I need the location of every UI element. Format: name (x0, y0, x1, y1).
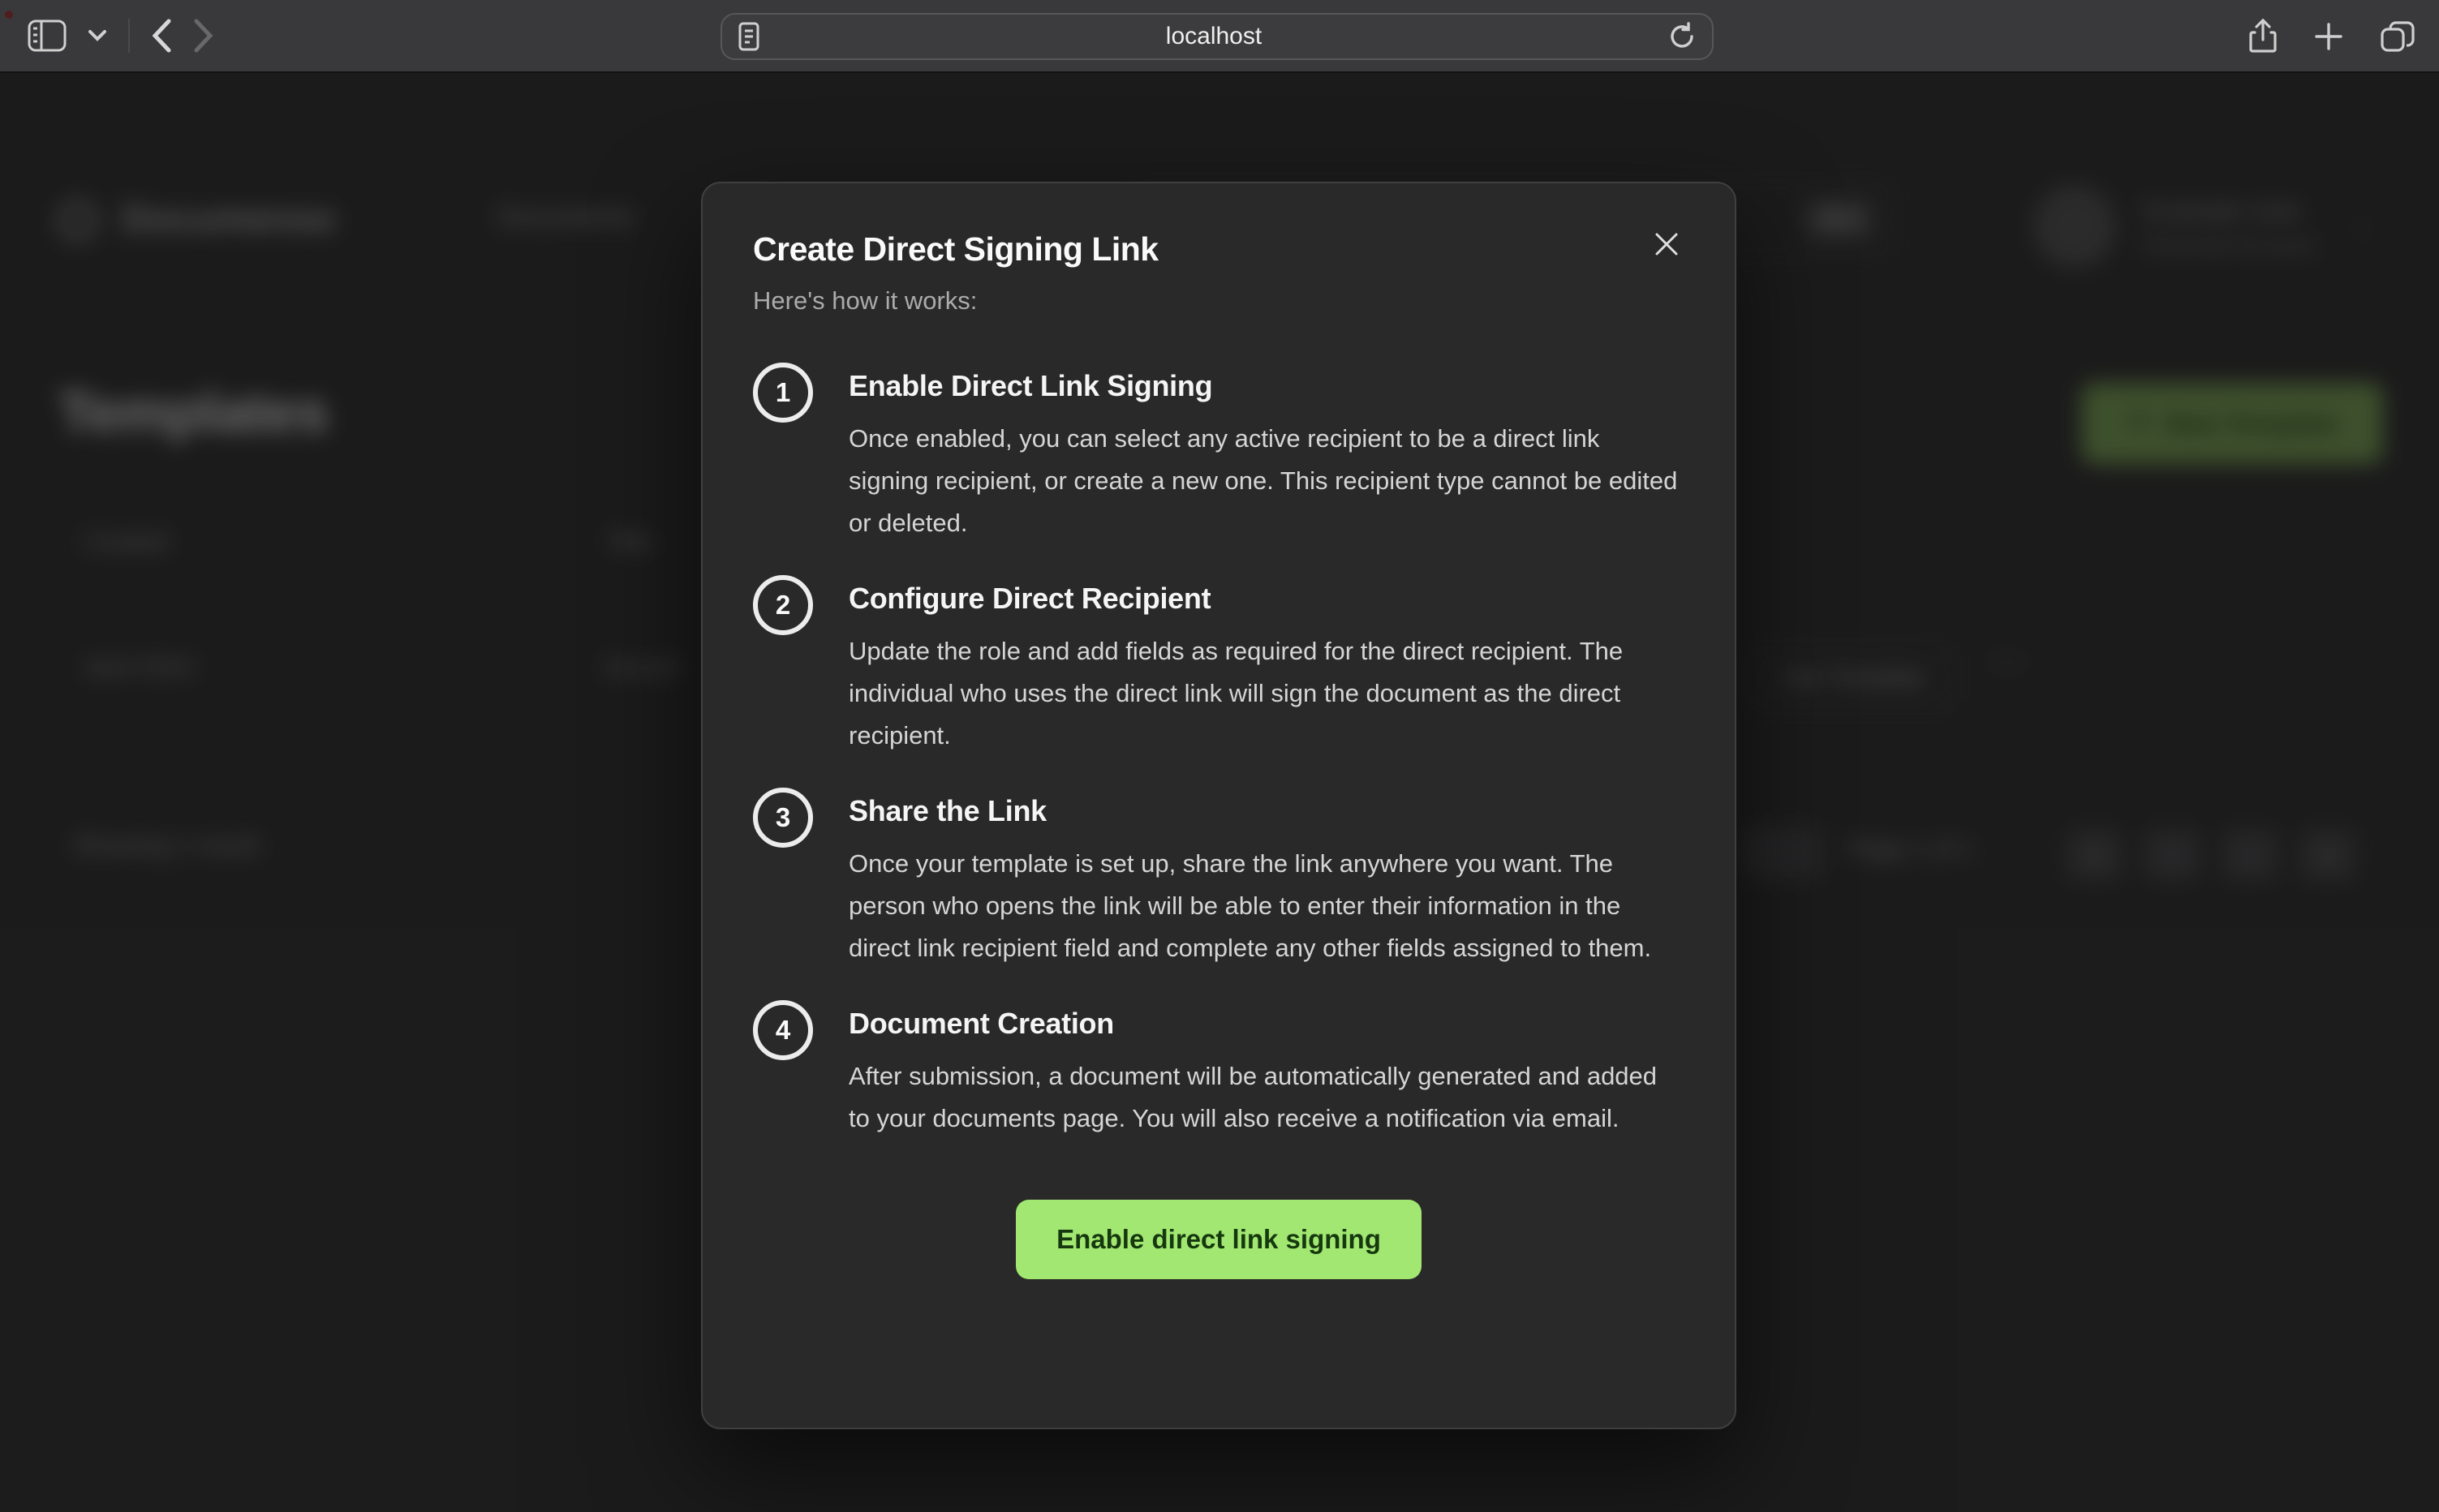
new-template-label: New Template (2165, 408, 2338, 438)
steps-list (753, 369, 1684, 1140)
step-description: Update the role and add fields as required for the direct recipient. The individual who uses the direct link will sign the document as the direct recipient. (849, 637, 1624, 750)
chevron-left-icon (151, 19, 172, 53)
step-title: Enable Direct Link Signing (849, 369, 1213, 402)
step-title: Configure Direct Recipient (849, 582, 1211, 615)
step-title: Document Creation (849, 1007, 1114, 1040)
step-item-4 (753, 1007, 1684, 1140)
last-page-button[interactable]: » (2301, 831, 2355, 879)
step-description: Once enabled, you can select any active recipient to be a direct link signing recipient, or create a new one. This recipient type cannot be edited or deleted. (849, 424, 1678, 537)
first-page-button[interactable]: « (2067, 831, 2121, 879)
next-page-button[interactable]: › (2223, 831, 2277, 879)
new-tab-button[interactable] (2314, 22, 2343, 51)
chevron-down-icon (88, 29, 107, 42)
dialog-title: Create Direct Signing Link (753, 230, 1159, 268)
user-menu-chevron-icon[interactable]: ⌄ (2351, 210, 2372, 237)
step-item-1 (753, 369, 1684, 544)
brand-name: Documenso (122, 197, 336, 239)
search-shortcut-badge: ⌘K (1805, 200, 1873, 239)
tabs-icon (2381, 21, 2415, 52)
create-direct-signing-link-dialog (701, 182, 1736, 1429)
tab-overview-button[interactable] (2381, 21, 2415, 52)
step-title: Share the Link (849, 794, 1047, 827)
row-created-cell: April 2024 (84, 654, 195, 681)
address-bar[interactable] (721, 13, 1714, 60)
sidebar-menu-chevron[interactable] (88, 29, 107, 42)
reload-icon[interactable] (1668, 22, 1696, 51)
step-number-badge: 1 (753, 363, 813, 423)
column-header-title[interactable]: Title (607, 529, 651, 555)
step-item-3 (753, 794, 1684, 969)
dialog-subtitle: Here's how it works: (753, 286, 978, 315)
chevron-right-icon (193, 19, 214, 53)
user-name: Example User (2144, 196, 2302, 225)
enable-direct-link-signing-button[interactable]: Enable direct link signing (1016, 1200, 1422, 1279)
window-close-dot[interactable] (5, 11, 13, 19)
page-title: Templates (58, 380, 329, 444)
row-title-cell: Accord (604, 654, 680, 681)
toolbar-divider (128, 19, 130, 53)
results-count: Showing 1 result (73, 831, 260, 859)
url-text[interactable]: localhost (1165, 23, 1263, 49)
sidebar-icon (28, 19, 67, 52)
share-button[interactable] (2249, 19, 2277, 54)
reader-icon[interactable] (738, 22, 759, 51)
close-icon (1654, 247, 1680, 260)
step-description: After submission, a document will be automatically generated and added to your documents page. You will also receive a notification via email. (849, 1062, 1658, 1132)
prev-page-button[interactable]: ‹ (2145, 831, 2199, 879)
share-icon (2249, 19, 2277, 54)
use-template-button[interactable]: Use Template (1751, 646, 1955, 709)
sidebar-toggle-button[interactable] (28, 19, 67, 52)
column-header-created[interactable]: Created (84, 529, 169, 555)
step-number-badge: 2 (753, 575, 813, 635)
browser-toolbar (0, 0, 2439, 73)
step-item-2 (753, 582, 1684, 757)
forward-button[interactable] (193, 19, 214, 53)
close-button[interactable] (1644, 222, 1689, 268)
nav-documents[interactable]: Documents (497, 201, 633, 231)
step-description: Once your template is set up, share the link anywhere you want. The person who opens the link will be able to enter their information in the direct link recipient field and complete any other fields assigned to them. (849, 849, 1652, 962)
step-number-badge: 4 (753, 1000, 813, 1060)
back-button[interactable] (151, 19, 172, 53)
step-number-badge: 3 (753, 788, 813, 848)
plus-icon (2314, 22, 2343, 51)
user-account: Personal Account (2144, 234, 2315, 258)
page-indicator: Page 1 of 1 (1848, 835, 1973, 862)
row-menu-button[interactable]: ⋯ (1989, 642, 2025, 681)
